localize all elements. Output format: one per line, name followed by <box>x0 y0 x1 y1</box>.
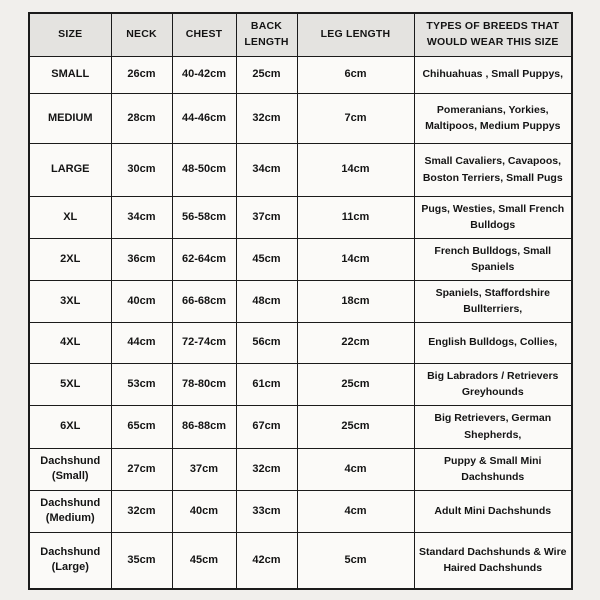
table-body <box>29 56 572 589</box>
cell-chest: 78-80cm <box>172 363 236 405</box>
cell-neck: 35cm <box>111 532 172 589</box>
cell-back-length: 34cm <box>236 143 297 196</box>
cell-chest: 62-64cm <box>172 238 236 280</box>
cell-neck: 34cm <box>111 196 172 238</box>
cell-neck: 26cm <box>111 56 172 93</box>
cell-back-length: 37cm <box>236 196 297 238</box>
table-row <box>29 322 572 363</box>
header-row <box>29 13 572 56</box>
cell-chest: 40-42cm <box>172 56 236 93</box>
cell-neck: 40cm <box>111 280 172 322</box>
cell-size: LARGE <box>29 143 111 196</box>
cell-leg-length: 7cm <box>297 93 414 143</box>
cell-back-length: 56cm <box>236 322 297 363</box>
cell-neck: 27cm <box>111 448 172 490</box>
cell-breeds: Big Retrievers, German Shepherds, <box>414 405 572 448</box>
table-header <box>29 13 572 56</box>
cell-chest: 45cm <box>172 532 236 589</box>
cell-chest: 86-88cm <box>172 405 236 448</box>
cell-neck: 30cm <box>111 143 172 196</box>
cell-leg-length: 4cm <box>297 490 414 532</box>
cell-leg-length: 22cm <box>297 322 414 363</box>
cell-chest: 44-46cm <box>172 93 236 143</box>
cell-size: 2XL <box>29 238 111 280</box>
cell-size: 5XL <box>29 363 111 405</box>
cell-size: 4XL <box>29 322 111 363</box>
cell-back-length: 42cm <box>236 532 297 589</box>
cell-breeds: English Bulldogs, Collies, <box>414 322 572 363</box>
cell-breeds: Adult Mini Dachshunds <box>414 490 572 532</box>
table-row <box>29 238 572 280</box>
cell-neck: 53cm <box>111 363 172 405</box>
table-row <box>29 196 572 238</box>
cell-size: Dachshund (Large) <box>29 532 111 589</box>
cell-breeds: Chihuahuas , Small Puppys, <box>414 56 572 93</box>
cell-breeds: Spaniels, Staffordshire Bullterriers, <box>414 280 572 322</box>
cell-chest: 48-50cm <box>172 143 236 196</box>
cell-breeds: Big Labradors / Retrievers Greyhounds <box>414 363 572 405</box>
cell-neck: 36cm <box>111 238 172 280</box>
cell-leg-length: 14cm <box>297 238 414 280</box>
cell-chest: 56-58cm <box>172 196 236 238</box>
cell-size: Dachshund (Medium) <box>29 490 111 532</box>
cell-leg-length: 5cm <box>297 532 414 589</box>
dog-size-chart-table <box>28 12 573 590</box>
cell-leg-length: 18cm <box>297 280 414 322</box>
cell-back-length: 25cm <box>236 56 297 93</box>
cell-back-length: 67cm <box>236 405 297 448</box>
column-header-back-length: BACK LENGTH <box>236 13 297 56</box>
column-header-breeds: TYPES OF BREEDS THAT WOULD WEAR THIS SIZE <box>414 13 572 56</box>
cell-leg-length: 4cm <box>297 448 414 490</box>
cell-breeds: Puppy & Small Mini Dachshunds <box>414 448 572 490</box>
table-row <box>29 56 572 93</box>
cell-leg-length: 14cm <box>297 143 414 196</box>
cell-breeds: Pomeranians, Yorkies, Maltipoos, Medium Puppys <box>414 93 572 143</box>
cell-leg-length: 6cm <box>297 56 414 93</box>
table-row <box>29 448 572 490</box>
cell-size: 3XL <box>29 280 111 322</box>
cell-chest: 72-74cm <box>172 322 236 363</box>
table-row <box>29 93 572 143</box>
cell-neck: 65cm <box>111 405 172 448</box>
cell-back-length: 45cm <box>236 238 297 280</box>
cell-breeds: Small Cavaliers, Cavapoos, Boston Terriers, Small Pugs <box>414 143 572 196</box>
cell-neck: 44cm <box>111 322 172 363</box>
cell-leg-length: 25cm <box>297 363 414 405</box>
cell-back-length: 61cm <box>236 363 297 405</box>
column-header-leg-length: LEG LENGTH <box>297 13 414 56</box>
cell-neck: 28cm <box>111 93 172 143</box>
cell-chest: 37cm <box>172 448 236 490</box>
table-row <box>29 280 572 322</box>
table-row <box>29 143 572 196</box>
cell-back-length: 33cm <box>236 490 297 532</box>
cell-size: SMALL <box>29 56 111 93</box>
cell-back-length: 48cm <box>236 280 297 322</box>
table-row <box>29 363 572 405</box>
cell-size: MEDIUM <box>29 93 111 143</box>
cell-size: XL <box>29 196 111 238</box>
cell-chest: 66-68cm <box>172 280 236 322</box>
column-header-chest: CHEST <box>172 13 236 56</box>
cell-size: Dachshund (Small) <box>29 448 111 490</box>
cell-breeds: Pugs, Westies, Small French Bulldogs <box>414 196 572 238</box>
table-row <box>29 532 572 589</box>
cell-back-length: 32cm <box>236 93 297 143</box>
cell-leg-length: 11cm <box>297 196 414 238</box>
cell-neck: 32cm <box>111 490 172 532</box>
cell-leg-length: 25cm <box>297 405 414 448</box>
column-header-size: SIZE <box>29 13 111 56</box>
cell-back-length: 32cm <box>236 448 297 490</box>
cell-chest: 40cm <box>172 490 236 532</box>
cell-breeds: French Bulldogs, Small Spaniels <box>414 238 572 280</box>
cell-breeds: Standard Dachshunds & Wire Haired Dachshunds <box>414 532 572 589</box>
table-row <box>29 490 572 532</box>
table-row <box>29 405 572 448</box>
cell-size: 6XL <box>29 405 111 448</box>
column-header-neck: NECK <box>111 13 172 56</box>
